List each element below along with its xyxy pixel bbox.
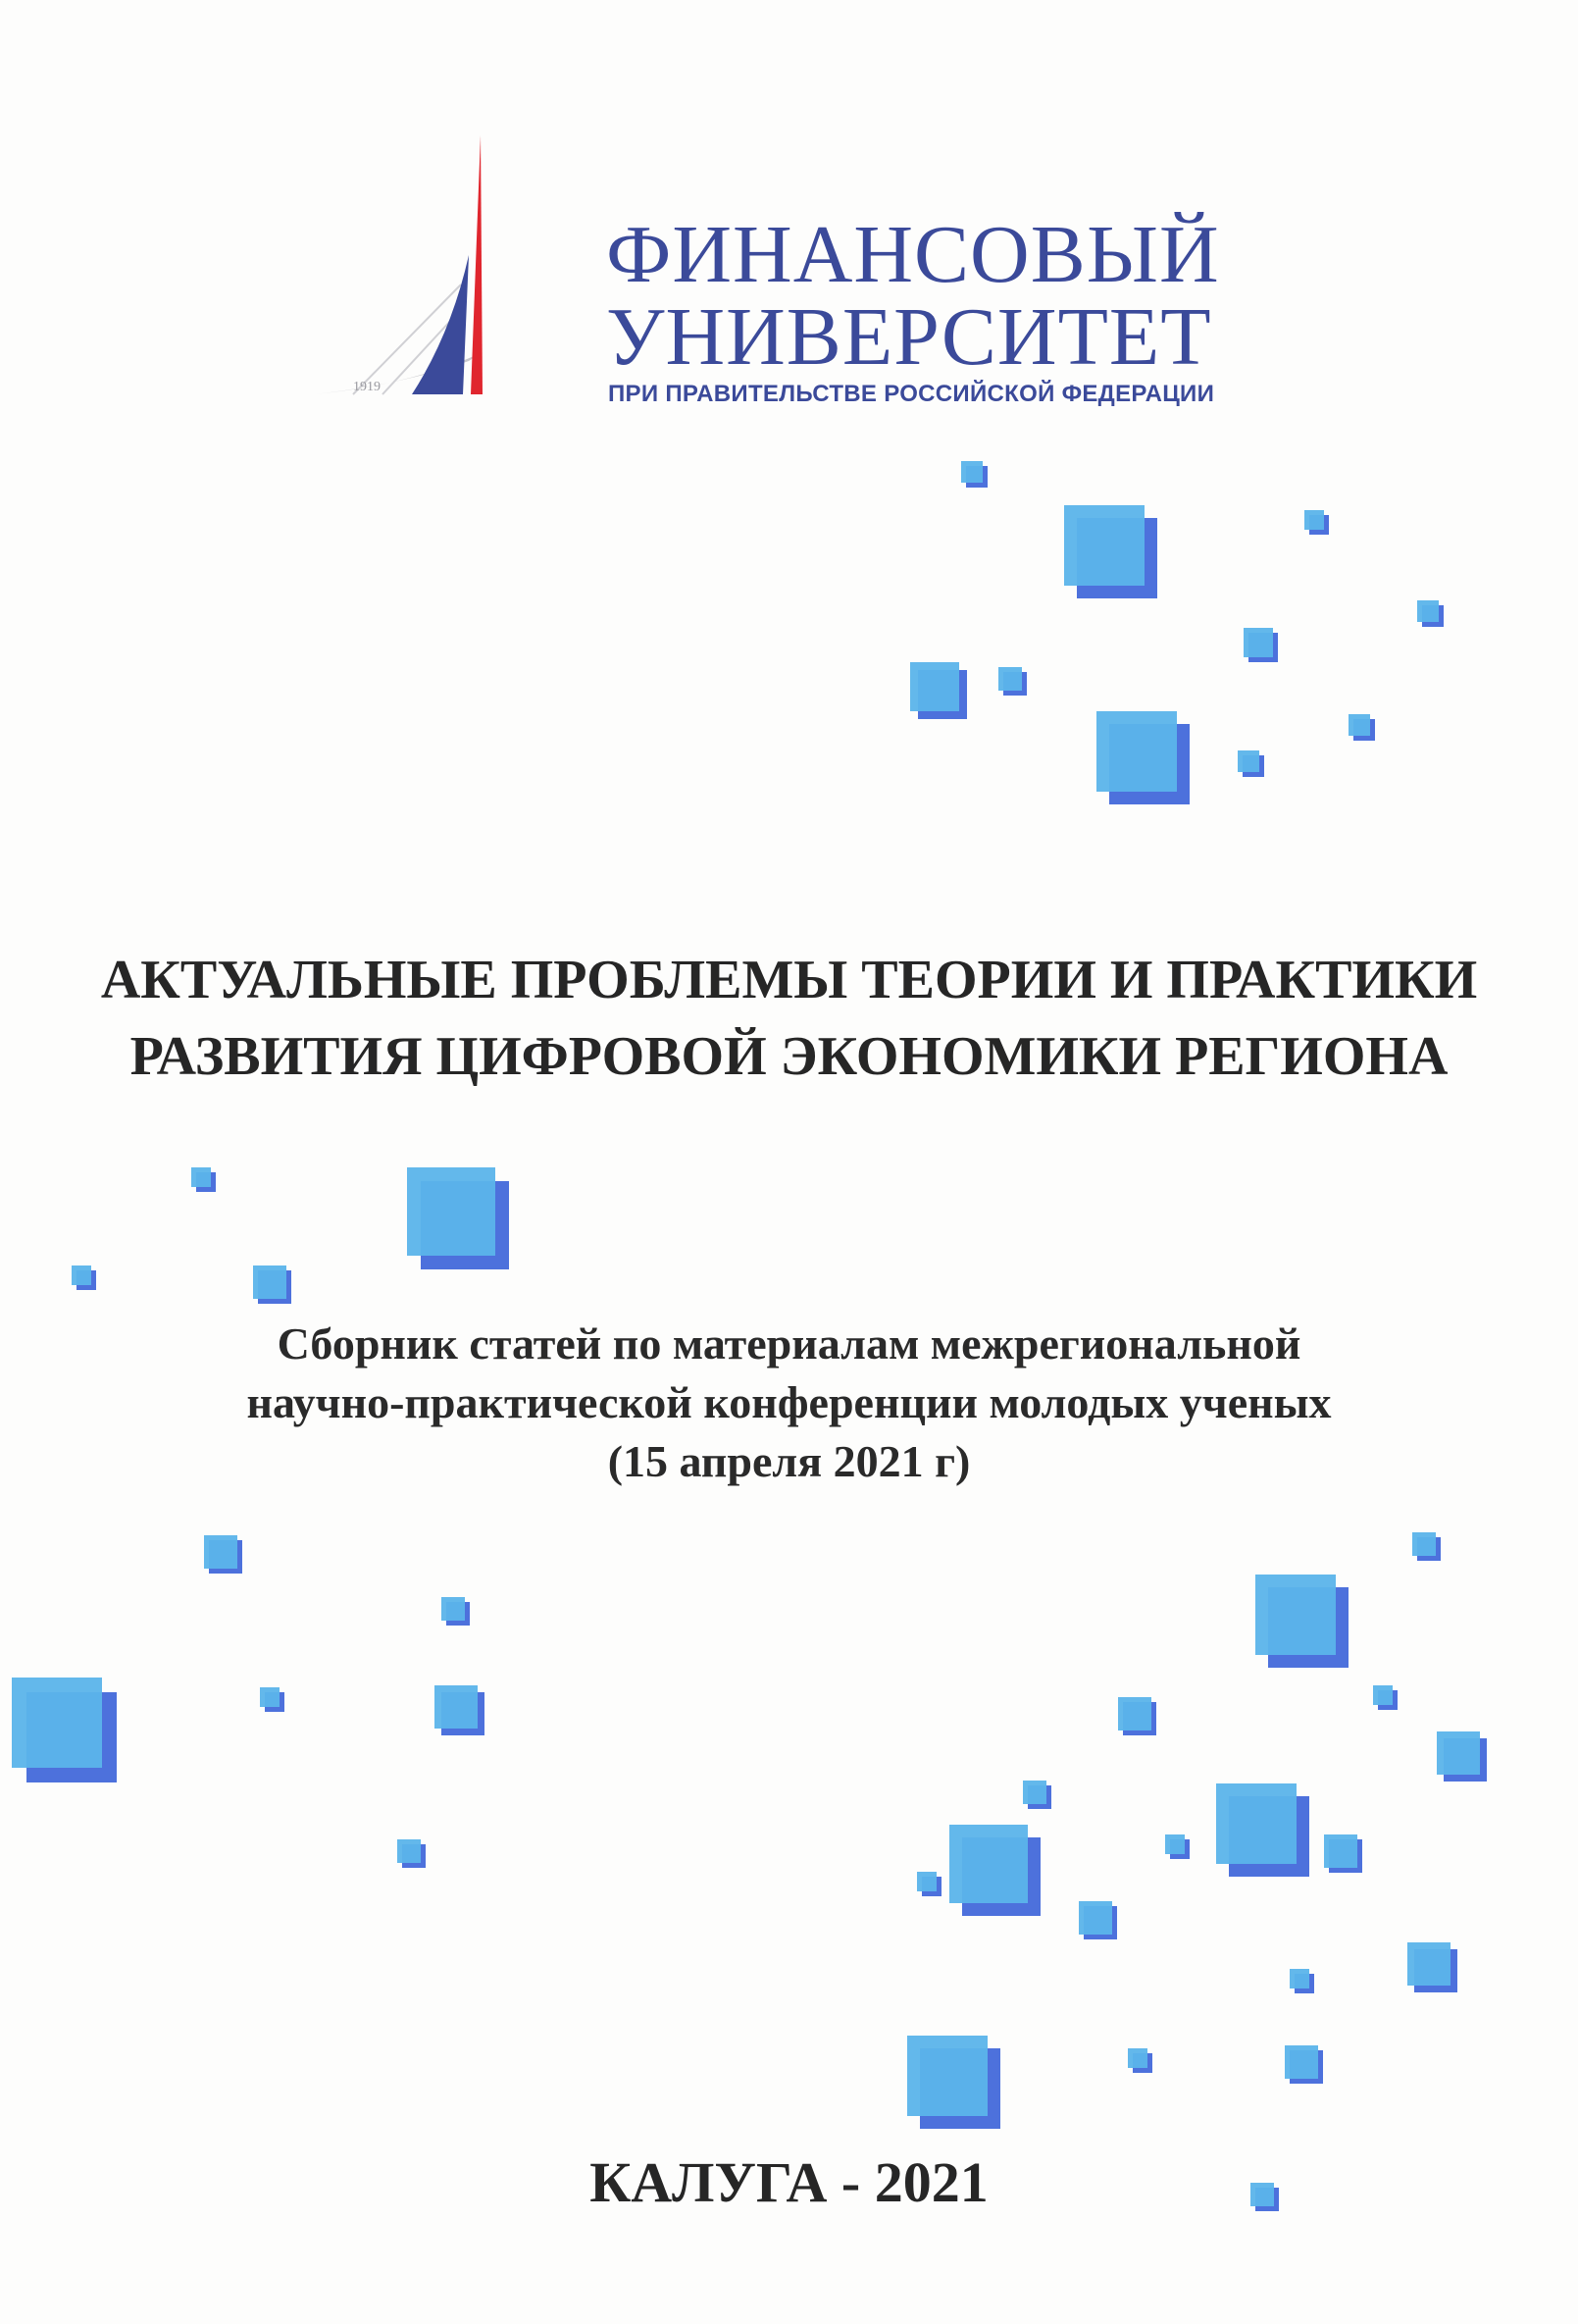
decorative-square	[1096, 711, 1177, 792]
subtitle-line-1: Сборник статей по материалам межрегиональной	[277, 1318, 1301, 1369]
decorative-square	[1290, 1969, 1309, 1988]
title-line-1: АКТУАЛЬНЫЕ ПРОБЛЕМЫ ТЕОРИИ И ПРАКТИКИ	[100, 950, 1478, 1010]
decorative-square	[949, 1825, 1028, 1903]
decorative-square	[1244, 628, 1273, 657]
decorative-square	[397, 1839, 421, 1863]
logo-sail-icon	[294, 128, 588, 412]
decorative-square	[12, 1678, 102, 1768]
decorative-square	[1324, 1834, 1357, 1868]
decorative-square	[434, 1685, 478, 1729]
logo-name-line1: ФИНАНСОВЫЙ	[606, 209, 1220, 300]
decorative-square	[1407, 1942, 1451, 1986]
decorative-square	[917, 1872, 937, 1891]
decorative-square	[407, 1167, 495, 1256]
document-title	[0, 942, 1578, 1095]
decorative-square	[1238, 750, 1259, 772]
decorative-square	[1064, 505, 1145, 586]
subtitle-line-2: научно-практической конференции молодых ученых	[246, 1377, 1332, 1427]
decorative-square	[1417, 600, 1439, 622]
university-logo	[294, 128, 1220, 422]
decorative-square	[441, 1597, 465, 1621]
logo-tagline: ПРИ ПРАВИТЕЛЬСТВЕ РОССИЙСКОЙ ФЕДЕРАЦИИ	[608, 381, 1215, 407]
title-line-2: РАЗВИТИЯ ЦИФРОВОЙ ЭКОНОМИКИ РЕГИОНА	[129, 1026, 1449, 1087]
decorative-square	[1285, 2045, 1318, 2079]
decorative-square	[191, 1167, 211, 1187]
logo-year-mark: 1919	[353, 380, 381, 394]
decorative-square	[260, 1687, 280, 1707]
decorative-square	[204, 1535, 237, 1569]
decorative-square	[1437, 1731, 1480, 1775]
decorative-square	[961, 461, 983, 483]
decorative-square	[907, 2036, 988, 2116]
decorative-square	[1349, 714, 1370, 736]
decorative-square	[1118, 1697, 1151, 1730]
decorative-square	[1255, 1575, 1336, 1655]
decorative-square	[1023, 1781, 1046, 1804]
decorative-square	[72, 1265, 91, 1285]
decorative-square	[1412, 1532, 1436, 1556]
decorative-square	[1079, 1901, 1112, 1935]
document-subtitle	[0, 1315, 1578, 1491]
decorative-square	[253, 1265, 286, 1299]
decorative-square	[1373, 1685, 1393, 1705]
decorative-square	[910, 662, 959, 711]
subtitle-line-3: (15 апреля 2021 г)	[607, 1436, 971, 1486]
decorative-square	[1128, 2048, 1147, 2068]
logo-name-line2: УНИВЕРСИТЕТ	[606, 291, 1212, 383]
city-year: КАЛУГА - 2021	[589, 2150, 989, 2214]
decorative-square	[998, 667, 1022, 691]
decorative-square	[1304, 510, 1324, 530]
decorative-square	[1216, 1783, 1297, 1864]
decorative-square	[1165, 1834, 1185, 1854]
